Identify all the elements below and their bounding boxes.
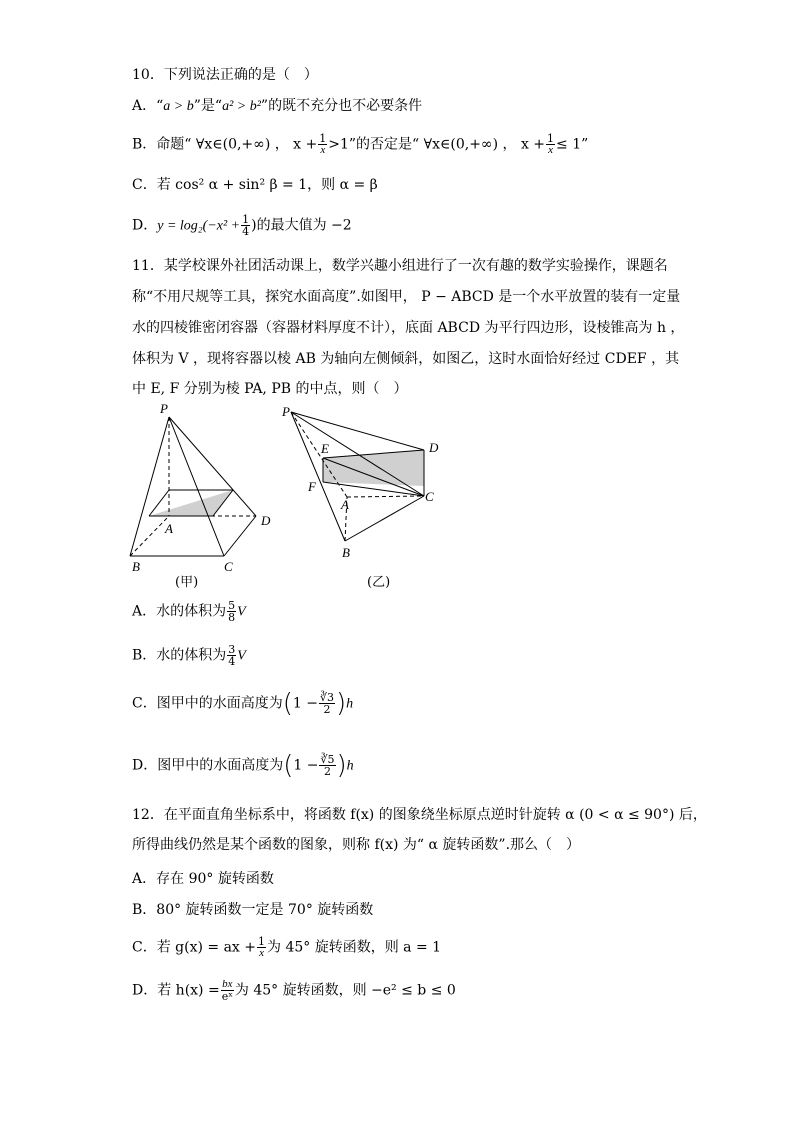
- q10-option-c: [132, 176, 378, 194]
- q11-d-one: 1 −: [293, 757, 319, 774]
- left-paren: (: [282, 688, 293, 719]
- fraction-numerator: 1: [547, 132, 555, 145]
- q11-c-post: h: [346, 696, 354, 712]
- option-label: C．: [132, 695, 157, 712]
- q11-b-pre: 水的体积为: [156, 647, 227, 664]
- edge-pb: [130, 417, 169, 556]
- pyramid-figures: [128, 402, 458, 592]
- option-label: C．: [132, 939, 157, 956]
- option-label: B．: [132, 902, 157, 918]
- q12-option-d: [132, 979, 456, 1002]
- q12-a-text: 存在 90° 旋转函数: [156, 871, 274, 887]
- fraction-numerator: bx: [222, 978, 233, 990]
- q10-option-b: [132, 133, 588, 156]
- label-b-yi: B: [342, 545, 350, 560]
- q10-d-pre: y = log₂(−x² +: [157, 218, 241, 234]
- fraction-denominator: 8: [228, 611, 236, 624]
- option-label: D．: [132, 757, 158, 774]
- q12-c-pre: 若 g(x) = ax +: [156, 939, 257, 956]
- fraction-denominator: 2: [323, 765, 331, 778]
- q10-a-cond2: a² > b²: [222, 99, 261, 114]
- q12-d-pre: 若 h(x) =: [157, 982, 220, 999]
- fraction-numerator: ∛5: [320, 753, 335, 766]
- fraction-denominator: 4: [228, 655, 236, 668]
- right-paren: ): [335, 688, 347, 719]
- q11-option-b: [132, 644, 246, 667]
- q11-option-c: [132, 688, 354, 719]
- q10-a-cond1: a > b: [163, 99, 194, 114]
- q11-c-one: 1 −: [292, 695, 318, 712]
- q12-option-a: [132, 870, 274, 888]
- q11-line-3: 水的四棱锥密闭容器（容器材料厚度不计），底面 ABCD 为平行四边形，设棱锥高为 h ，: [132, 320, 685, 336]
- option-label: C．: [132, 177, 157, 193]
- label-f-yi: F: [308, 479, 316, 494]
- fraction-numerator: 1: [242, 213, 250, 226]
- q11-line-1: 11．某学校课外社团活动课上，数学兴趣小组进行了一次有趣的数学实验操作，课题名: [132, 258, 668, 274]
- q11-b-fraction: [227, 644, 236, 667]
- label-e-yi: E: [321, 441, 329, 456]
- label-a-jia: A: [165, 521, 173, 536]
- edge-pd-yi: [291, 412, 424, 450]
- q12-option-c: [132, 936, 441, 959]
- q12-c-fraction: [257, 936, 266, 959]
- q10-b-mid: >1”的否定是“ ∀x∈(0,+∞) ， x +: [328, 136, 546, 153]
- left-paren: (: [283, 750, 294, 781]
- option-label: A．: [132, 871, 157, 887]
- q11-line-4: 体积为 V ，现将容器以棱 AB 为轴向左侧倾斜，如图乙，这时水面恰好经过 CDEF ，其: [132, 351, 680, 367]
- fraction-numerator: 1: [258, 935, 266, 948]
- q12-d-fraction: [221, 979, 234, 1002]
- q11-line-5: 中 E, F 分别为棱 PA, PB 的中点，则（ ）: [132, 381, 408, 397]
- q11-d-post: h: [346, 758, 354, 774]
- q12-b-text: 80° 旋转函数一定是 70° 旋转函数: [156, 902, 374, 918]
- fraction-denominator: 4: [242, 225, 250, 238]
- option-label: D．: [132, 982, 158, 999]
- q12-c-post: 为 45° 旋转函数，则 a = 1: [267, 939, 442, 956]
- figure-yi: [281, 404, 439, 590]
- q10-c-text: 若 cos² α + sin² β = 1，则 α = β: [156, 177, 378, 193]
- option-label: B．: [132, 136, 157, 153]
- fraction-numerator: 3: [228, 643, 236, 656]
- q11-c-fraction: [319, 692, 335, 715]
- fraction-numerator: ∛3: [319, 691, 334, 704]
- q11-c-pre: 图甲中的水面高度为: [156, 695, 283, 712]
- q10-b-fraction-2: [546, 133, 555, 156]
- q11-option-d: [132, 750, 354, 781]
- right-paren: ): [336, 750, 347, 781]
- edge-ac-yi: [347, 496, 424, 497]
- water-surface-jia: [149, 490, 233, 516]
- q11-a-fraction: [227, 600, 236, 623]
- label-a-yi: A: [341, 497, 349, 512]
- label-b-jia: B: [132, 559, 140, 574]
- figure-jia: [130, 402, 271, 590]
- fraction-denominator: x: [320, 144, 326, 156]
- q10-a-pre: “: [156, 98, 164, 114]
- caption-yi: (乙): [367, 575, 391, 590]
- q10-option-d: [132, 214, 352, 237]
- q12-d-post: 为 45° 旋转函数，则 −e² ≤ b ≤ 0: [234, 982, 456, 999]
- q10-b-post: ≤ 1”: [556, 136, 589, 153]
- option-label: A．: [132, 98, 157, 114]
- label-d-jia: D: [261, 513, 271, 528]
- q12-line-2: 所得曲线仍然是某个函数的图象，则称 f(x) 为“ α 旋转函数”.那么（ ）: [132, 837, 581, 853]
- label-c-jia: C: [224, 559, 233, 574]
- label-d-yi: D: [429, 440, 439, 455]
- q10-a-mid: ”是“: [193, 98, 223, 114]
- fraction-denominator: x: [259, 947, 264, 959]
- q11-a-post: V: [237, 604, 246, 620]
- q11-a-pre: 水的体积为: [156, 603, 227, 620]
- caption-jia: (甲): [175, 575, 199, 590]
- q11-d-pre: 图甲中的水面高度为: [157, 757, 284, 774]
- q11-b-post: V: [237, 648, 246, 664]
- option-label: D．: [132, 217, 158, 234]
- q10-d-post: )的最大值为 −2: [251, 217, 352, 234]
- label-p-jia: P: [160, 402, 168, 416]
- q10-b-fraction: [318, 133, 327, 156]
- option-label: A．: [132, 603, 157, 620]
- q10-a-post: ”的既不充分也不必要条件: [260, 98, 423, 114]
- q12-option-b: [132, 901, 373, 919]
- q11-line-2: 称“不用尺规等工具，探究水面高度”.如图甲， P − ABCD 是一个水平放置的装有一定量: [132, 289, 681, 305]
- q10-stem: 10．下列说法正确的是（ ）: [132, 67, 318, 83]
- edge-pc: [169, 417, 224, 556]
- edge-cb-yi: [345, 496, 424, 541]
- q11-d-fraction: [319, 754, 335, 777]
- fraction-denominator: x: [548, 144, 553, 156]
- label-p-yi: P: [282, 404, 290, 419]
- q10-d-fraction: [241, 214, 250, 237]
- q12-line-1: 12．在平面直角坐标系中，将函数 f(x) 的图象绕坐标原点逆时针旋转 α (0 < α ≤ 90°) 后，: [132, 807, 707, 823]
- fraction-numerator: 5: [228, 599, 236, 612]
- q10-option-a: [132, 97, 422, 116]
- fraction-denominator: eˣ: [221, 990, 233, 1003]
- water-surface-yi: [323, 450, 424, 486]
- fraction-numerator: 1: [319, 132, 327, 145]
- q10-b-pre: 命题“ ∀x∈(0,+∞) ， x +: [156, 136, 318, 153]
- q11-option-a: [132, 600, 246, 623]
- option-label: B．: [132, 647, 157, 664]
- label-c-yi: C: [425, 489, 434, 504]
- edge-cd: [224, 516, 256, 556]
- fraction-denominator: 2: [323, 703, 331, 716]
